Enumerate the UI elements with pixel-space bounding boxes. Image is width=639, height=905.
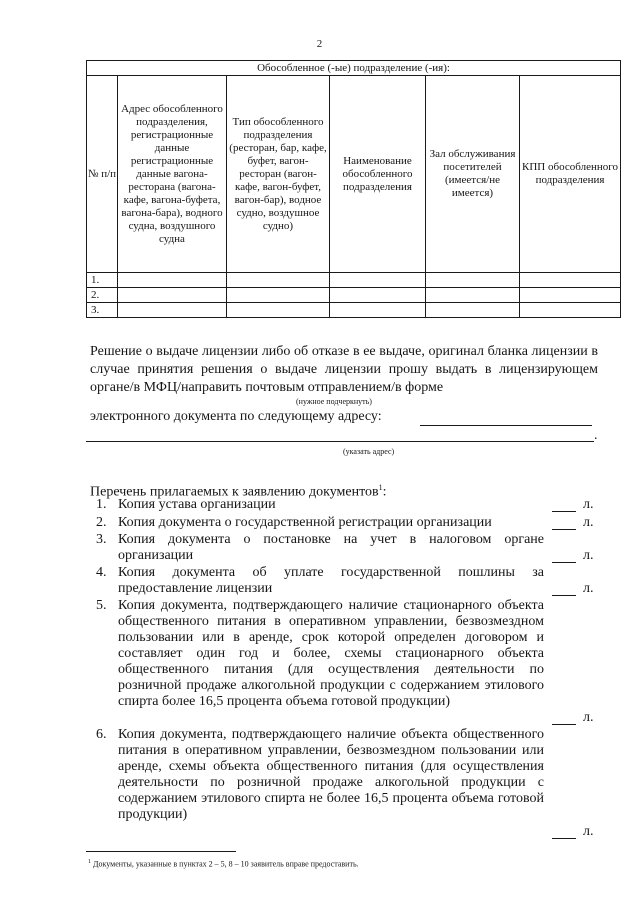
column-header-type: Тип обособленного подразделения (ресторан, бар, кафе, буфет, вагон-ресторан (вагон-кафе, вагон-буфет, вагон-бар), водное судно, воздушное судно) [227,76,330,273]
table-caption: Обособленное (-ые) подразделение (-ия): [87,61,621,76]
page-count-blank[interactable] [552,712,576,725]
pages-unit: л. [583,710,594,725]
table-cell[interactable] [426,288,520,303]
table-row [87,273,621,288]
address-note: (указать адрес) [343,447,395,456]
list-item: 3. Копия документа о постановке на учет в налоговом органе организации [96,532,544,563]
column-header-hall: Зал обслуживания посетителей (имеется/не имеется) [426,76,520,273]
pages-unit: л. [583,548,594,563]
page-count-blank[interactable] [552,550,576,563]
table-cell[interactable] [330,303,426,318]
table-row [87,288,621,303]
row-number: 1. [87,273,118,288]
list-item: 6. Копия документа, подтверждающего наличие объекта общественного питания в оперативном управлении, безвозмездном пользовании или аренде, схемы объекта общественного питания (для осуществления деятельности по розничной продаже алкогольной продукции с содержанием этилового спирта не более 16,5 процента объема готовой продукции) [96,727,544,822]
column-header-kpp: КПП обособленного подразделения [520,76,621,273]
page-count-blank[interactable] [552,517,576,530]
address-blank-line[interactable] [420,425,592,426]
table-cell[interactable] [118,288,227,303]
address-blank-line-2[interactable] [86,441,594,442]
page-count-blank[interactable] [552,499,576,512]
table-cell[interactable] [227,288,330,303]
row-number: 2. [87,288,118,303]
decision-paragraph: Решение о выдаче лицензии либо об отказе в ее выдаче, оригинал бланка лицензии в случае принятия решения о выдаче лицензии прошу выдать в лицензирующем органе/в МФЦ/направить почтовым отправлением/в форме [90,344,598,395]
table-cell[interactable] [330,288,426,303]
table-cell[interactable] [520,288,621,303]
table-cell[interactable] [330,273,426,288]
subdivisions-table [86,60,621,318]
footnote-text: Документы, указанные в пунктах 2 – 5, 8 – 10 заявитель вправе предоставить. [93,859,359,869]
footnote [88,857,588,870]
row-number: 3. [87,303,118,318]
list-item: 4. Копия документа об уплате государственной пошлины за предоставление лицензии [96,565,544,596]
table-cell[interactable] [227,273,330,288]
footnote-mark: 1 [88,859,91,865]
page-count-blank[interactable] [552,583,576,596]
table-cell[interactable] [520,273,621,288]
table-cell[interactable] [426,303,520,318]
footnote-divider [86,851,236,852]
list-item: 5. Копия документа, подтверждающего наличие стационарного объекта общественного питания в оперативном управлении, безвозмездном пользовании или в аренде, срок которой определен договором и составляет один год и более, схемы стационарного объекта общественного питания (для осуществления деятельности по розничной продаже алкогольной продукции с содержанием этилового спирта более 16,5 процента объема готовой продукции) [96,598,544,709]
footnote-reference: 1 [378,483,383,492]
pages-unit: л. [583,497,594,512]
table-cell[interactable] [227,303,330,318]
pages-unit: л. [583,515,594,530]
column-header-number: № п/п [87,76,118,273]
address-period: . [594,428,598,443]
underline-note: (нужное подчеркнуть) [296,397,372,406]
table-cell[interactable] [426,273,520,288]
list-item: 1. Копия устава организации [96,497,276,512]
page-number: 2 [316,38,323,50]
list-item: 2. Копия документа о государственной регистрации организации [96,515,492,530]
table-cell[interactable] [118,273,227,288]
pages-unit: л. [583,824,594,839]
column-header-name: Наименование обособленного подразделения [330,76,426,273]
documents-heading: Перечень прилагаемых к заявлению документов$^1$: [90,483,387,500]
address-line-label: электронного документа по следующему адресу: [90,409,382,424]
table-cell[interactable] [118,303,227,318]
page-count-blank[interactable] [552,826,576,839]
table-cell[interactable] [520,303,621,318]
column-header-address: Адрес обособленного подразделения, регистрационные данные регистрационные данные вагона-ресторана (вагона-кафе, вагона-буфета, вагона-бара), водного судна, воздушного судна [118,76,227,273]
table-row [87,303,621,318]
pages-unit: л. [583,581,594,596]
